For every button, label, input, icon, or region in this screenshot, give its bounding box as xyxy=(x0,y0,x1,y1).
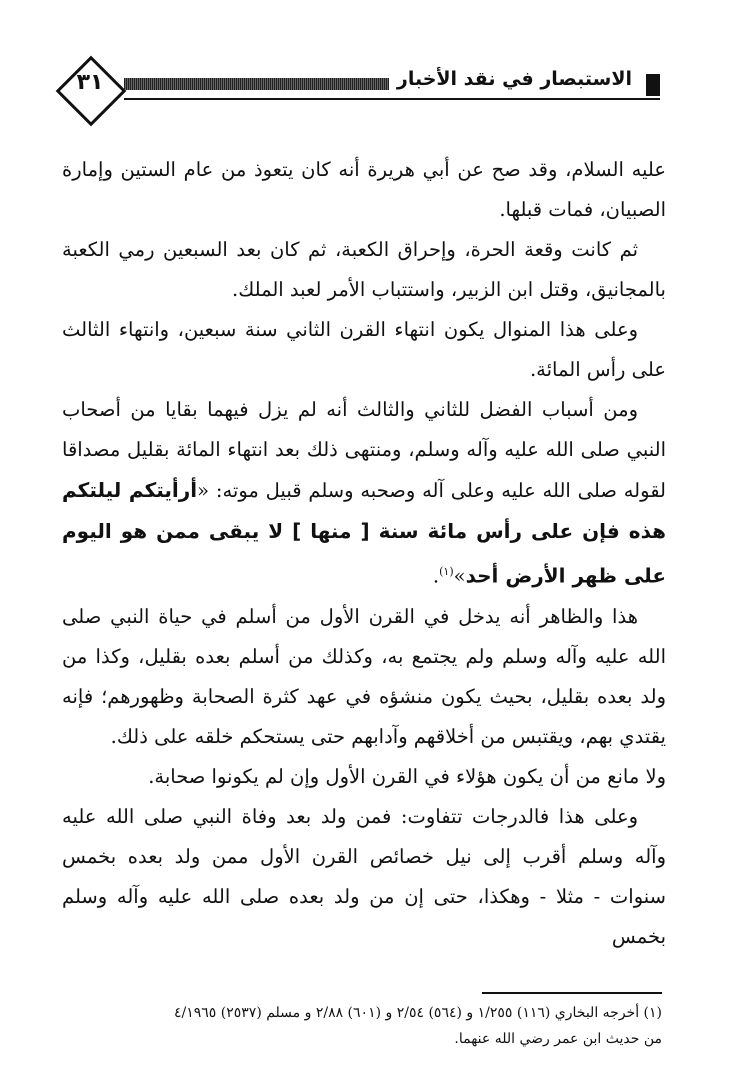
title-marker xyxy=(646,74,660,96)
paragraph-3: وعلى هذا المنوال يكون انتهاء القرن الثاني سنة سبعين، وانتهاء الثالث على رأس المائة. xyxy=(62,318,666,381)
footnote-ref[interactable]: (١) xyxy=(439,565,454,578)
footnotes xyxy=(62,1000,662,1052)
paragraph-4 xyxy=(62,390,666,597)
page-header xyxy=(58,58,660,128)
paragraph-1: عليه السلام، وقد صح عن أبي هريرة أنه كان يتعوذ من عام الستين وإمارة الصبيان، فمات قبلها. xyxy=(62,158,667,221)
paragraph-2: ثم كانت وقعة الحرة، وإحراق الكعبة، ثم كان بعد السبعين رمي الكعبة بالمجانيق، وقتل ابن الزبير، واستتباب الأمر لعبد الملك. xyxy=(62,238,666,301)
footnote-1-cont: من حديث ابن عمر رضي الله عنهما. xyxy=(454,1031,662,1047)
running-title: الاستبصار في نقد الأخبار xyxy=(389,68,640,90)
hadith-quote: أرأيتكم ليلتكم هذه فإن على رأس مائة سنة [ منها ] لا يبقى ممن هو اليوم على ظهر الأرض أحد xyxy=(62,478,666,588)
footnote-separator xyxy=(482,992,662,994)
paragraph-4-end: . xyxy=(432,564,440,588)
footnote-1: (١) أخرجه البخاري (١١٦) ١/٢٥٥ و (٥٦٤) ٢/٥٤ و (٦٠١) ٢/٨٨ و مسلم (٢٥٣٧) ٤/١٩٦٥ xyxy=(173,1005,662,1021)
quote-close: » xyxy=(453,564,466,588)
page-number: ٣١ xyxy=(76,70,104,95)
header-rule-thin xyxy=(124,98,660,100)
paragraph-7: وعلى هذا فالدرجات تتفاوت: فمن ولد بعد وفاة النبي صلى الله عليه وآله وسلم أقرب إلى نيل خصائص القرن الأول ممن ولد بعده بخمس سنوات - مثلا - وهكذا، حتى إن من ولد بعده صلى الله عليه وآله وسلم بخمس xyxy=(62,804,666,948)
paragraph-4-text: ومن أسباب الفضل للثاني والثالث أنه لم يزل فيهما بقايا من أصحاب النبي صلى الله عليه وآله وسلم، ومنتهى ذلك بعد انتهاء المائة بقليل مصداقا لقوله صلى الله عليه وعلى آله وصحبه وسلم قبيل موته: « xyxy=(62,398,666,502)
paragraph-6: ولا مانع من أن يكون هؤلاء في القرن الأول وإن لم يكونوا صحابة. xyxy=(148,764,666,788)
body-text xyxy=(62,150,666,957)
paragraph-5: هذا والظاهر أنه يدخل في القرن الأول من أسلم في حياة النبي صلى الله عليه وآله وسلم ولم يجتمع به، وكذلك من أسلم بعده بقليل، وكذا من ولد بعده بقليل، بحيث يكون منشؤه في عهد كثرة الصحابة وظهورهم؛ فإنه يقتدي بهم، ويقتبس من أخلاقهم وآدابهم حتى يستحكم خلقه على ذلك. xyxy=(62,604,666,748)
